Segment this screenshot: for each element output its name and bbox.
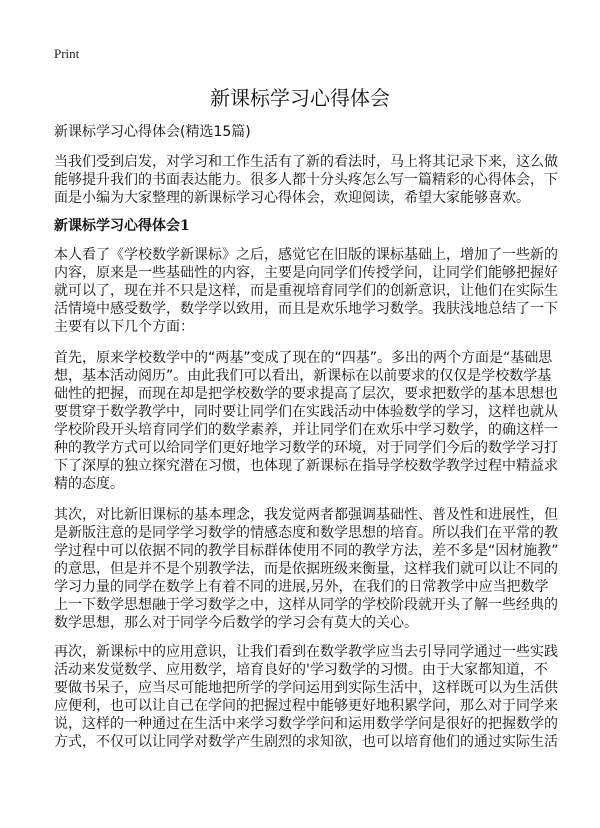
text-line: 精的态度。 bbox=[54, 476, 124, 492]
text-line: 其次，对比新旧课标的基本理念，我发觉两者都强调基础性、普及性和进展性，但 bbox=[54, 507, 558, 523]
text-line: 再次，新课标中的应用意识，让我们看到在数学教学应当去引导同学通过一些实践 bbox=[54, 644, 558, 660]
text-line: 当我们受到启发，对学习和工作生活有了新的看法时，马上将其记录下来，这么做 bbox=[54, 154, 558, 170]
text-line: 方式，不仅可以让同学对数学产生剧烈的求知欲，也可以培育他们的通过实际生活 bbox=[54, 734, 558, 750]
body-paragraph-2 bbox=[54, 349, 574, 493]
body-paragraph-3 bbox=[54, 506, 574, 632]
text-line: 学校阶段开头培育同学们的数学素养，并让同学们在欢乐中学习数学，的确这样一 bbox=[54, 422, 558, 438]
text-line: 数学思想，那么对于同学今后数学的学习会有莫大的关心。 bbox=[54, 615, 418, 631]
text-line: 是新版注意的是同学学习数学的情感态度和数学思想的培育。所以我们在平常的教 bbox=[54, 525, 558, 541]
text-line: 上一下数学思想融于学习数学之中，这样从同学的学校阶段就开头了解一些经典的 bbox=[54, 597, 558, 613]
text-line: 要贯穿于数学教学中，同时要让同学们在实践活动中体验数学的学习，这样也就从 bbox=[54, 404, 558, 420]
page-title: 新课标学习心得体会 bbox=[210, 86, 390, 110]
text-line: 的意思，但是并不是个别教学法，而是依据班级来衡量，这样我们就可以让不同的 bbox=[54, 561, 558, 577]
text-line: 种的教学方式可以给同学们更好地学习数学的环境，对于同学们今后的数学学习打 bbox=[54, 440, 558, 456]
document-subtitle: 新课标学习心得体会(精选15篇) bbox=[54, 124, 251, 140]
text-line: 面是小编为大家整理的新课标学习心得体会，欢迎阅读，希望大家能够喜欢。 bbox=[54, 190, 530, 206]
text-line: 能够提升我们的书面表达能力。很多人都十分头疼怎么写一篇精彩的心得体会，下 bbox=[54, 172, 558, 188]
text-line: 活动来发觉数学、应用数学，培育良好的'学习数学的习惯。由于大家都知道，不 bbox=[54, 662, 548, 678]
section-heading: 新课标学习心得体会1 bbox=[54, 218, 190, 234]
print-link[interactable]: Print bbox=[54, 46, 80, 61]
text-line: 学习力量的同学在数学上有着不同的进展,另外，在我们的日常教学中应当把数学 bbox=[54, 579, 549, 595]
text-line: 础性的把握，而现在却是把学校数学的要求提高了层次，要求把数学的基本思想也 bbox=[54, 386, 558, 402]
text-line: 想，基本活动阅历”。由此我们可以看出，新课标在以前要求的仅仅是学校数学基 bbox=[54, 368, 552, 384]
text-line: 本人看了《学校数学新课标》之后，感觉它在旧版的课标基础上，增加了一些新的 bbox=[54, 247, 558, 263]
body-paragraph-4 bbox=[54, 643, 574, 751]
text-line: 说，这样的一种通过在生活中来学习数学学问和运用数学学问是很好的把握数学的 bbox=[54, 716, 558, 732]
text-line: 内容，原来是一些基础性的内容，主要是向同学们传授学问，让同学们能够把握好 bbox=[54, 265, 558, 281]
text-line: 应便利，也可以让自己在学问的把握过程中能够更好地积累学问，那么对于同学来 bbox=[54, 698, 558, 714]
text-line: 活情境中感受数学，数学学以致用，而且是欢乐地学习数学。我肤浅地总结了一下 bbox=[54, 301, 558, 317]
text-line: 下了深厚的独立探究潜在习惯，也体现了新课标在指导学校数学教学过程中精益求 bbox=[54, 458, 558, 474]
text-line: 要做书呆子，应当尽可能地把所学的学问运用到实际生活中，这样既可以为生活供 bbox=[54, 680, 558, 696]
text-line: 主要有以下几个方面： bbox=[54, 319, 194, 335]
text-line: 就可以了，现在并不只是这样，而是重视培育同学们的创新意识，让他们在实际生 bbox=[54, 283, 558, 299]
text-line: 首先，原来学校数学中的“两基”变成了现在的“四基”。多出的两个方面是“基础思 bbox=[54, 350, 553, 366]
body-paragraph-1 bbox=[54, 246, 574, 336]
text-line: 学过程中可以依据不同的教学目标群体使用不同的教学方法，差不多是“因材施教” bbox=[54, 543, 559, 559]
intro-paragraph bbox=[54, 153, 574, 207]
